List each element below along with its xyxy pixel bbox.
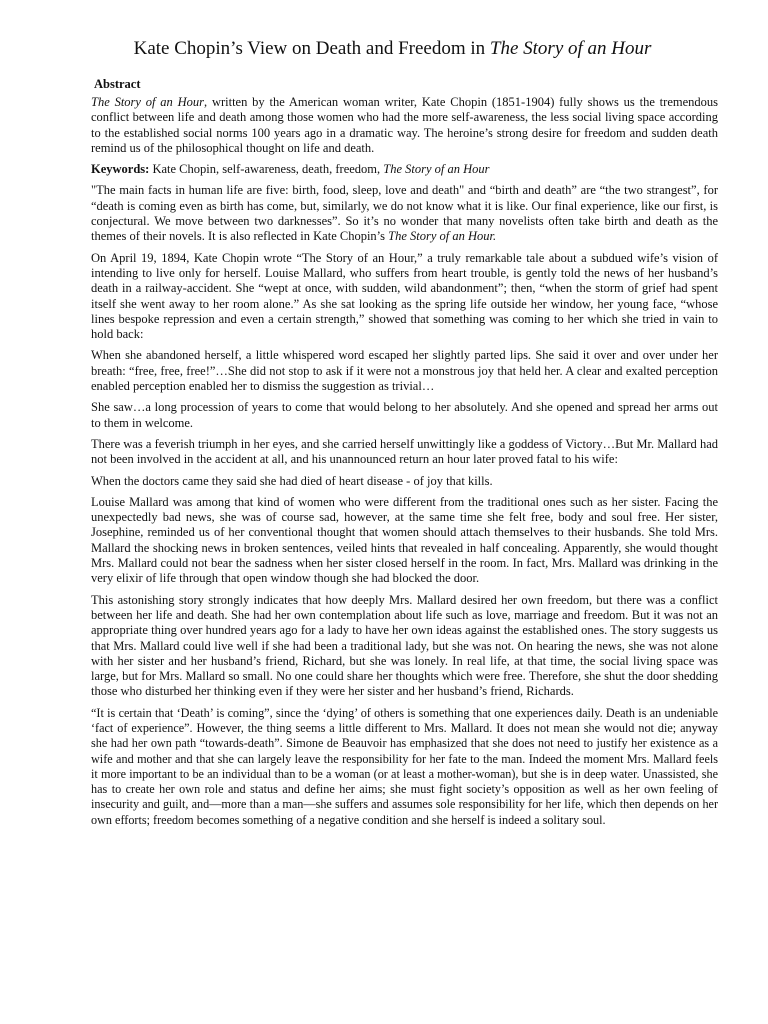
paragraph-9: “It is certain that ‘Death’ is coming”, since the ‘dying’ of others is something that one experiences daily. Death is an undeniable ‘fact of experience”. However, the thing seems a little different to Mrs. Mallard. It does not mean she would not die; anyway she had her own path “towards-death”. Simone de Beauvoir has emphasized that she does not need to justify her existence as a wife and mother and that she can largely leave the responsibility for her fate to the man. Indeed the moment Mrs. Mallard feels it more important to be an individual than to be a woman (or at least a mother-woman), but she is in deep water. Unassisted, she has to create her own role and status and define her aims; she must fight society’s opposition as well as her own feeling of insecurity and guilt, and—more than a man—she suffers and assumes sole responsibility for her life, which then depends on her own efforts; freedom becomes something of a negative condition and she herself is indeed a solitary soul. [91,705,718,827]
paragraph-1-text: "The main facts in human life are five: birth, food, sleep, love and death" and “birth and death” are “the two strangest”, for “death is coming even as birth has come, but, similarly, we do not know what it is like. Our final experience, like our first, is conjectural. We move between two darknesses”. So it’s no wonder that many novelists often take birth and death as the themes of their novels. It is also reflected in Kate Chopin’s [91,183,718,244]
paragraph-8: This astonishing story strongly indicates that how deeply Mrs. Mallard desired her own freedom, but there was a conflict between her life and death. She had her own contemplation about life such as love, marriage and freedom. But it was not an appropriate thing over hundred years ago for a lady to have her own ideas against the established ones. The story suggests us that Mrs. Mallard could live well if she had been a traditional lady, but she was not. On hearing the news, she was not alone with her sister and her husband’s friend, Richard, but she was lonely. In real life, at that time, the social living space was large, but for Mrs. Mallard so small. No one could share her thoughts which were free. Therefore, she shut the door shedding those who disturbed her thinking even if they were her sister and her husband’s friend, Richards. [91,592,718,699]
keywords-label: Keywords: [91,162,150,177]
paragraph-3: When she abandoned herself, a little whispered word escaped her slightly parted lips. She said it over and over under her breath: “free, free, free!”…She did not stop to ask if it were not a monstrous joy that held her. A clear and exalted perception enabled perception enabled her to dismiss the suggestion as trivial… [91,348,718,394]
document-title [67,36,718,62]
abstract-text: , written by the American woman writer, Kate Chopin (1851-1904) fully shows us the tremendous conflict between life and death among those women who had the more self-awareness, the less social living space according to the established social norms 100 years ago in a dramatic way. The heroine’s strong desire for freedom and sudden death remind us of the philosophical thought on life and death. [91,95,718,155]
title-italic: The Story of an Hour [489,38,652,59]
paragraph-1-italic: The Story of an Hour. [388,229,497,244]
title-text: Kate Chopin’s View on Death and Freedom in [133,38,490,59]
document-page [91,36,718,834]
paragraph-2: On April 19, 1894, Kate Chopin wrote “The Story of an Hour,” a truly remarkable tale about a subdued wife’s vision of intending to live only for herself. Louise Mallard, who suffers from heart trouble, is gently told the news of her husband’s death in a railway-accident. She “wept at once, with sudden, wild abandonment”; then, “when the storm of grief had spent itself she went away to her room alone.” As she sat looking as the spring life outside her window, her young face, “whose lines bespoke repression and even a certain strength,” showed that something was coming to her which she tried in vain to hold back: [91,250,718,342]
paragraph-6: When the doctors came they said she had died of heart disease - of joy that kills. [91,473,493,488]
keywords-italic: The Story of an Hour [383,162,490,177]
abstract-italic: The Story of an Hour [91,95,204,109]
paragraph-1 [91,183,718,244]
abstract-heading: Abstract [94,77,141,91]
paragraph-4: She saw…a long procession of years to come that would belong to her absolutely. And she opened and spread her arms out to them in welcome. [91,400,718,430]
paragraph-5: There was a feverish triumph in her eyes, and she carried herself unwittingly like a goddess of Victory…But Mr. Mallard had not been involved in the accident at all, and his unannounced return an hour later proved fatal to his wife: [91,436,718,467]
keywords-text: Kate Chopin, self-awareness, death, freedom, [149,162,384,177]
keywords-paragraph [91,162,718,177]
abstract-paragraph [91,95,718,156]
paragraph-7: Louise Mallard was among that kind of women who were different from the traditional ones such as her sister. Facing the unexpectedly bad news, she was of course sad, however, at the same time she felt free, body and soul free. Her sister, Josephine, reminded us of her conventional thought that women should attach themselves to their husbands. She told Mrs. Mallard the shocking news in broken sentences, veiled hints that revealed in half concealing. Apparently, she would thought Mrs. Mallard could not bear the sadness when her sister closed herself in the room. In fact, Mrs. Mallard was drinking in the very elixir of life through that open window though she had blocked the door. [91,494,718,586]
